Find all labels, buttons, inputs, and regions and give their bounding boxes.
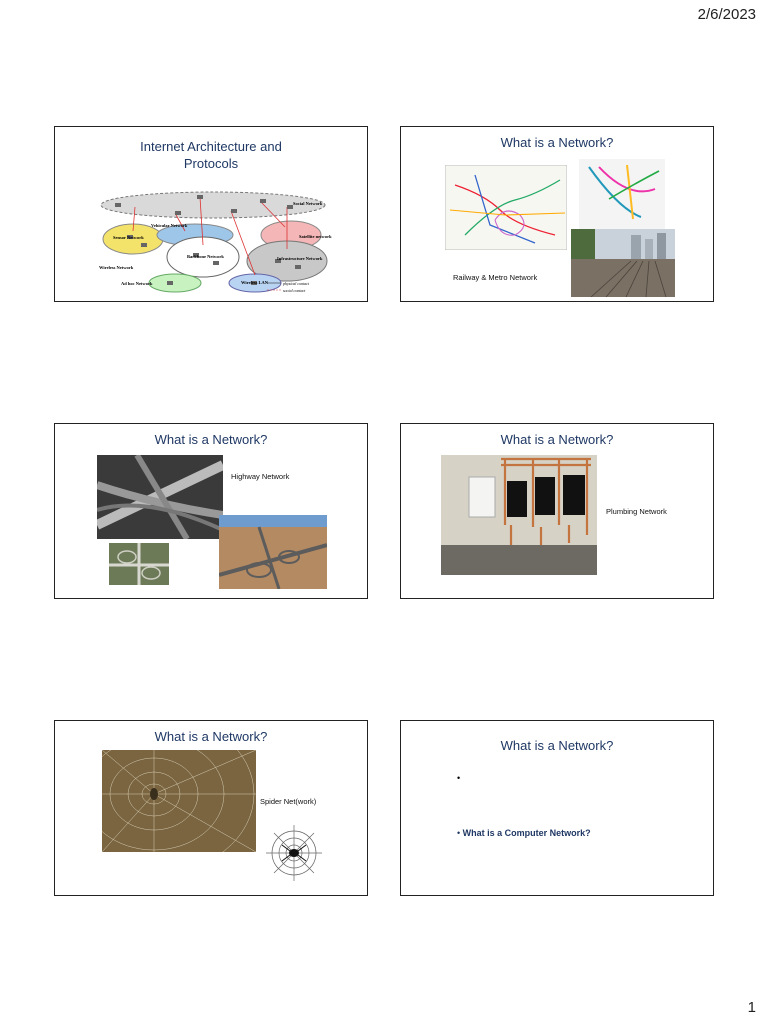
bullet-text: What is a Computer Network? (462, 828, 591, 838)
bullet-icon: • (457, 828, 461, 838)
metro-map-image (445, 165, 567, 250)
page-number: 1 (747, 999, 756, 1016)
slide-3-highway-network (54, 423, 368, 599)
slide-2-title: What is a Network? (500, 135, 614, 150)
slide-6-computer-network (400, 720, 714, 896)
slide-5-spider-network (54, 720, 368, 896)
slide-1-internet-architecture (54, 126, 368, 302)
network-architecture-diagram (55, 127, 367, 301)
spider-web-photo (102, 750, 256, 852)
slide-4-title: What is a Network? (500, 432, 614, 447)
slide-1-title-line2: Protocols (183, 156, 239, 171)
label-satellite-network: Satellite network (299, 234, 332, 239)
railway-yard-photo (571, 229, 675, 297)
label-wireless-network: Wireless Network (99, 265, 134, 270)
slide-2-railway-network (400, 126, 714, 302)
legend-physical-contact: physical contact (283, 281, 310, 286)
spider-web-icon (264, 823, 324, 883)
metro-line-map-image (579, 159, 665, 229)
legend-social-contact: social contact (283, 288, 306, 293)
slide-1-title-line1: Internet Architecture and (140, 139, 282, 154)
label-sensor-network: Sensor Network (113, 235, 144, 240)
slide-3-title: What is a Network? (154, 432, 268, 447)
highway-cloverleaf-photo (109, 543, 169, 585)
slide-6-title: What is a Network? (500, 738, 614, 753)
label-social-network: Social Network (293, 201, 323, 206)
label-vehicular-network: Vehicular Network (151, 223, 188, 228)
slide-4-caption: Plumbing Network (606, 507, 667, 516)
slide-5-title: What is a Network? (154, 729, 268, 744)
plumbing-photo (441, 455, 597, 575)
slide-2-caption: Railway & Metro Network (453, 273, 538, 282)
slide-3-caption: Highway Network (231, 472, 290, 481)
slide-5-caption: Spider Net(work) (260, 797, 317, 806)
label-adhoc-network: Ad hoc Network (121, 281, 153, 286)
bullet-icon: • (457, 773, 461, 783)
print-date: 2/6/2023 (697, 6, 756, 23)
label-infrastructure-network: Infrastructure Network (277, 256, 323, 261)
label-backbone-network: Backbone Network (187, 254, 224, 259)
slide-4-plumbing-network (400, 423, 714, 599)
slide-6-bullet-computer-network (457, 828, 591, 838)
slide-6-bullet-empty (457, 773, 460, 783)
label-wireless-lan: Wireless LAN (241, 280, 268, 285)
desert-interchange-photo (219, 515, 327, 589)
highway-interchange-photo-bw (97, 455, 223, 539)
